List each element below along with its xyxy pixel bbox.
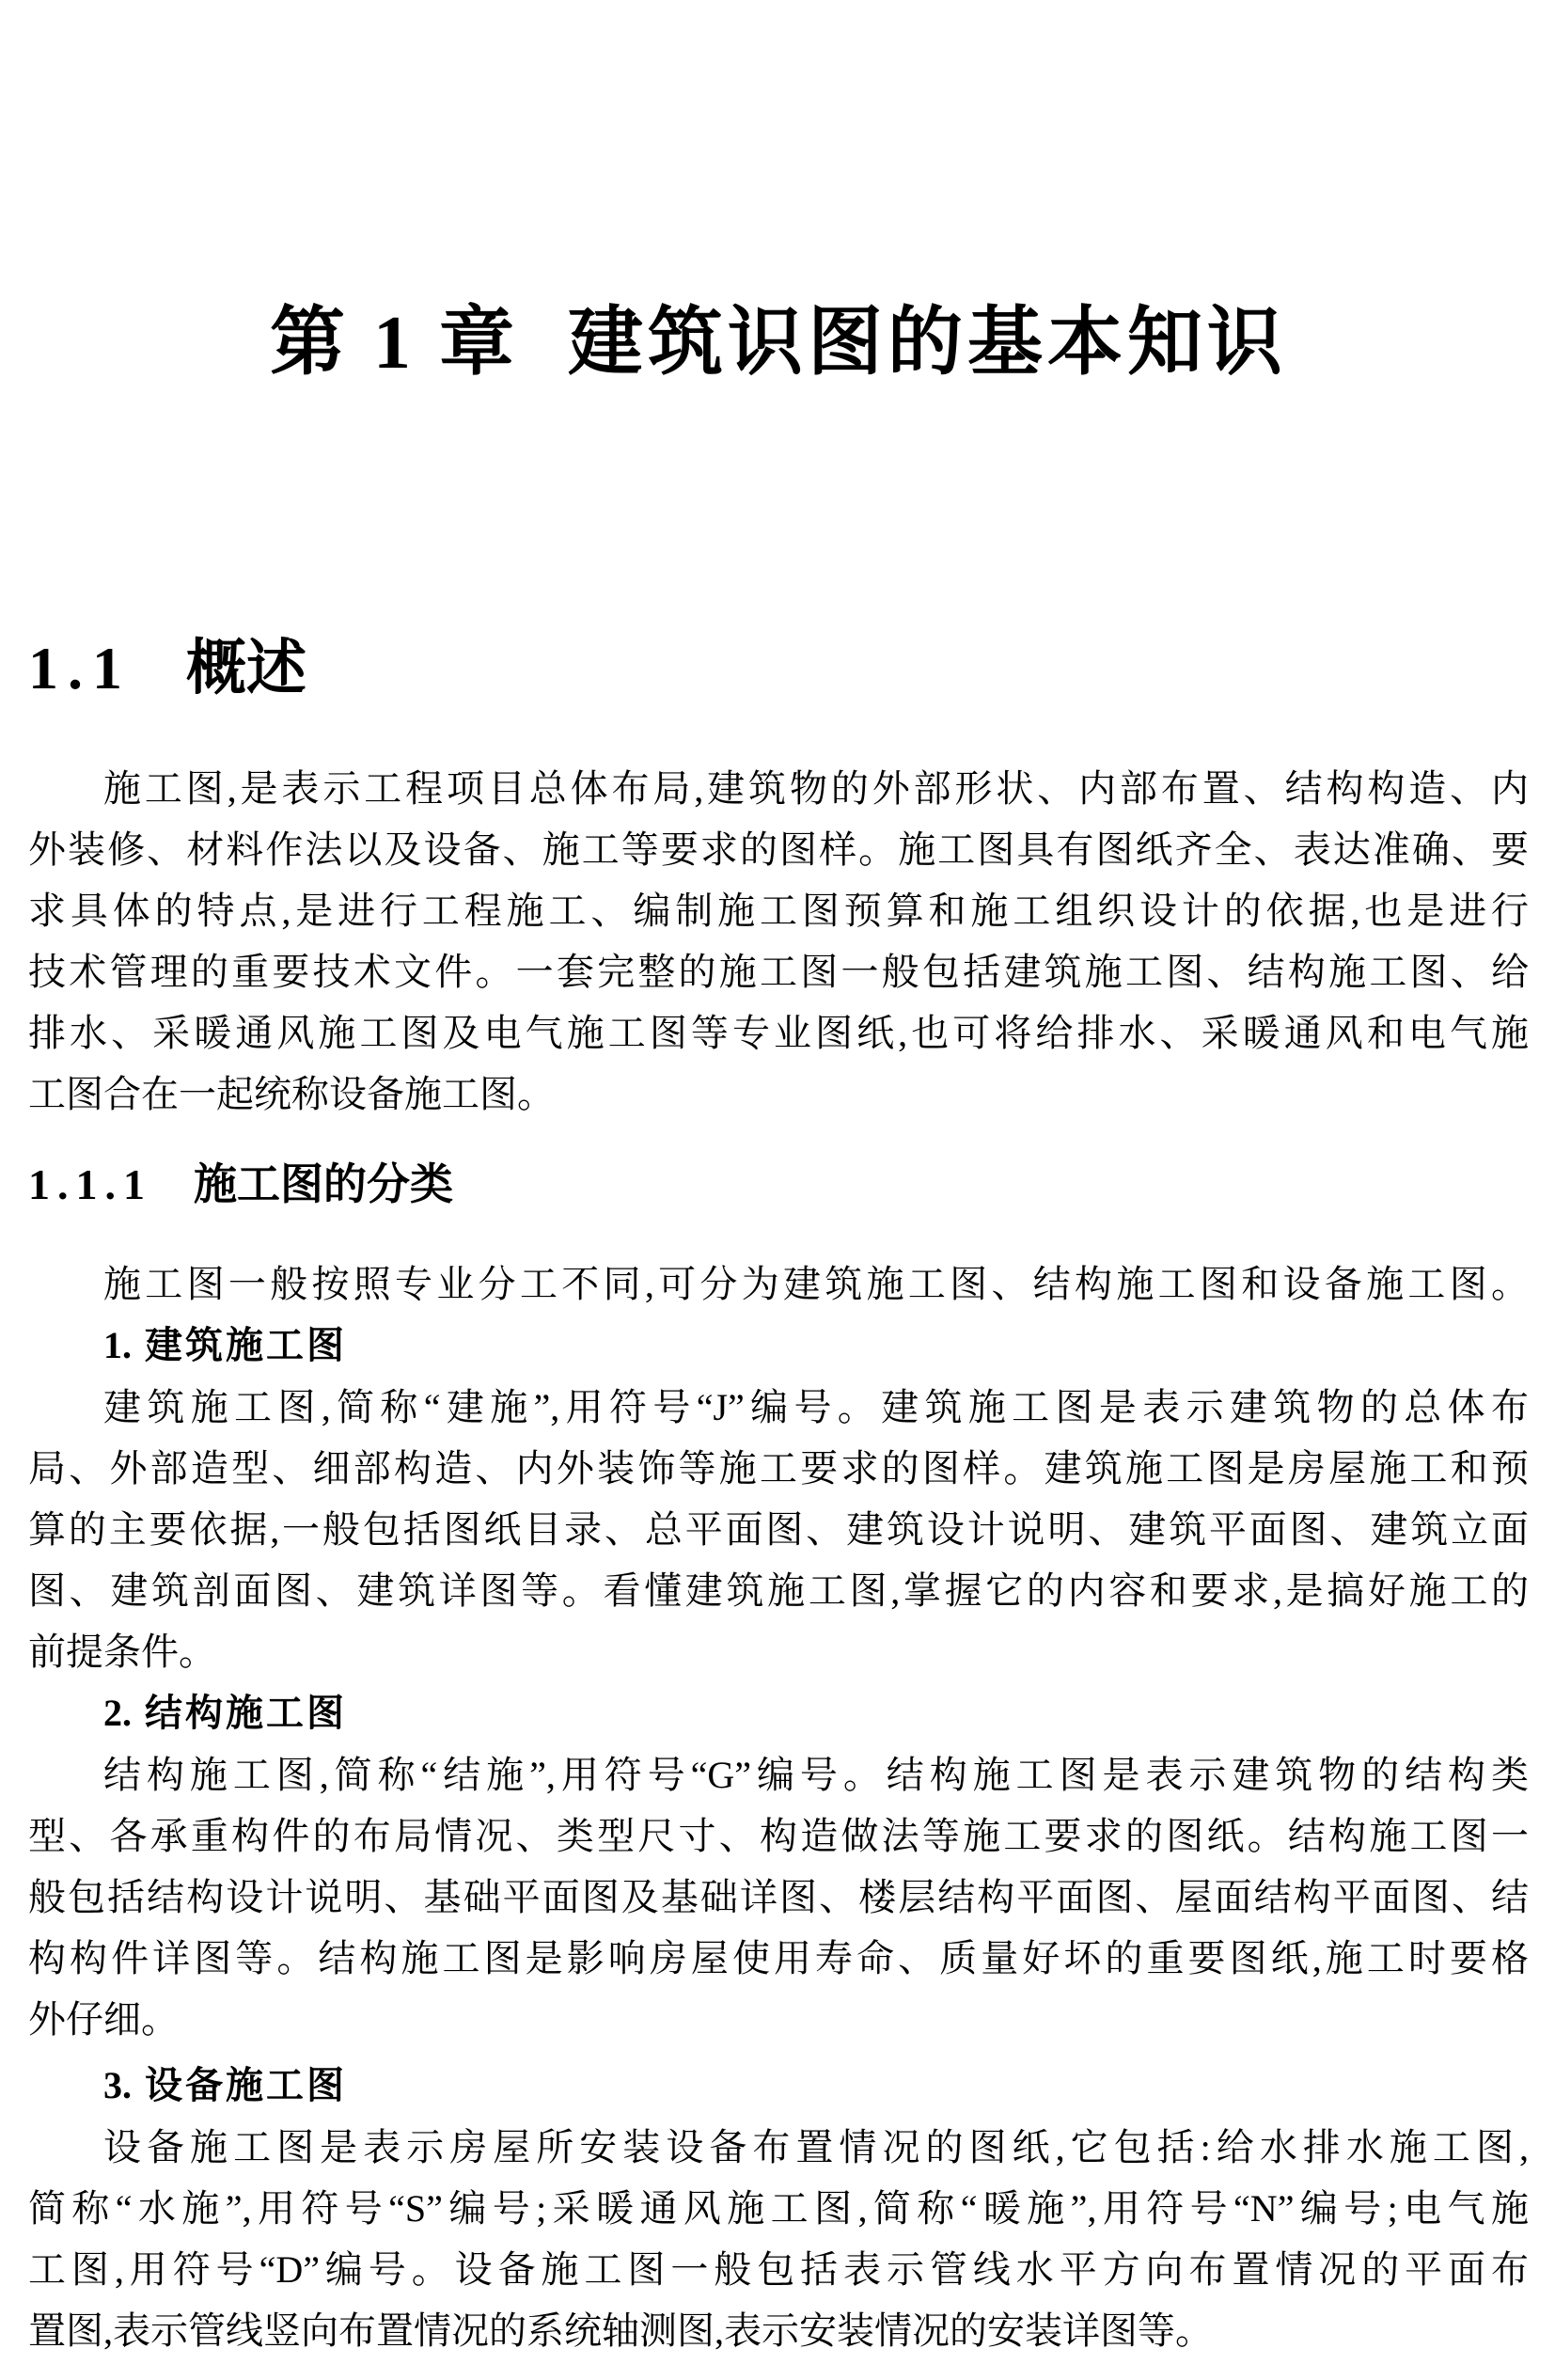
chapter-number-prefix: 第 [270, 300, 350, 384]
text-line: 技术管理的重要技术文件。一套完整的施工图一般包括建筑施工图、结构施工图、给 [28, 951, 1529, 993]
section-title: 概述 [186, 634, 306, 701]
text-line: 局、外部造型、细部构造、内外装饰等施工要求的图样。建筑施工图是房屋施工和预 [28, 1447, 1529, 1489]
chapter-title: 建筑识图的基本知识 [568, 300, 1287, 384]
text-line: 简称“水施”,用符号“S”编号;采暖通风施工图,简称“暖施”,用符号“N”编号;电气施 [28, 2187, 1529, 2230]
text-line: 前提条件。 [28, 1631, 216, 1673]
section-heading [28, 629, 1529, 707]
text-line: 般包括结构设计说明、基础平面图及基础详图、楼层结构平面图、屋面结构平面图、结 [28, 1876, 1529, 1918]
item-paragraph-architectural [28, 1377, 1529, 1682]
text-line: 建筑施工图,简称“建施”,用符号“J”编号。建筑施工图是表示建筑物的总体布 [103, 1386, 1529, 1428]
item-heading-structural [28, 1682, 1529, 1744]
item-heading-architectural [28, 1315, 1529, 1377]
subsection-heading [28, 1155, 1529, 1214]
chapter-number-suffix: 章 [439, 300, 519, 384]
item-paragraph-structural [28, 1744, 1529, 2050]
item-title: 建筑施工图 [145, 1325, 347, 1366]
section-number: 1.1 [28, 635, 132, 701]
chapter-heading [28, 299, 1529, 386]
text-line: 外装修、材料作法以及设备、施工等要求的图样。施工图具有图纸齐全、表达准确、要 [28, 828, 1529, 871]
item-number: 2. [103, 1692, 132, 1734]
text-line: 施工图一般按照专业分工不同,可分为建筑施工图、结构施工图和设备施工图。 [103, 1263, 1529, 1305]
item-heading-equipment [28, 2055, 1529, 2117]
text-line: 排水、采暖通风施工图及电气施工图等专业图纸,也可将给排水、采暖通风和电气施 [28, 1012, 1529, 1054]
text-line: 型、各承重构件的布局情况、类型尺寸、构造做法等施工要求的图纸。结构施工图一 [28, 1815, 1529, 1857]
item-number: 1. [103, 1324, 132, 1366]
intro-paragraph [28, 758, 1529, 1125]
text-line: 外仔细。 [28, 1998, 179, 2041]
text-line: 图、建筑剖面图、建筑详图等。看懂建筑施工图,掌握它的内容和要求,是搞好施工的 [28, 1569, 1529, 1612]
classification-paragraph [28, 1253, 1529, 1315]
text-line: 置图,表示管线竖向布置情况的系统轴测图,表示安装情况的安装详图等。 [28, 2309, 1213, 2352]
subsection-title: 施工图的分类 [194, 1159, 453, 1208]
text-line: 构构件详图等。结构施工图是影响房屋使用寿命、质量好坏的重要图纸,施工时要格 [28, 1937, 1529, 1979]
text-line: 工图合在一起统称设备施工图。 [28, 1073, 555, 1115]
item-number: 3. [103, 2064, 132, 2106]
text-line: 算的主要依据,一般包括图纸目录、总平面图、建筑设计说明、建筑平面图、建筑立面 [28, 1508, 1529, 1551]
text-line: 求具体的特点,是进行工程施工、编制施工图预算和施工组织设计的依据,也是进行 [28, 890, 1529, 932]
text-line: 设备施工图是表示房屋所安装设备布置情况的图纸,它包括:给水排水施工图, [103, 2126, 1529, 2168]
chapter-number [270, 300, 519, 384]
subsection-number: 1.1.1 [28, 1160, 152, 1208]
item-title: 结构施工图 [145, 1693, 347, 1734]
chapter-number-digit: 1 [350, 302, 439, 385]
text-line: 施工图,是表示工程项目总体布局,建筑物的外部形状、内部布置、结构构造、内 [103, 767, 1529, 810]
item-paragraph-equipment [28, 2117, 1529, 2361]
item-title: 设备施工图 [145, 2065, 347, 2106]
text-line: 工图,用符号“D”编号。设备施工图一般包括表示管线水平方向布置情况的平面布 [28, 2248, 1529, 2291]
text-line: 结构施工图,简称“结施”,用符号“G”编号。结构施工图是表示建筑物的结构类 [103, 1754, 1529, 1796]
